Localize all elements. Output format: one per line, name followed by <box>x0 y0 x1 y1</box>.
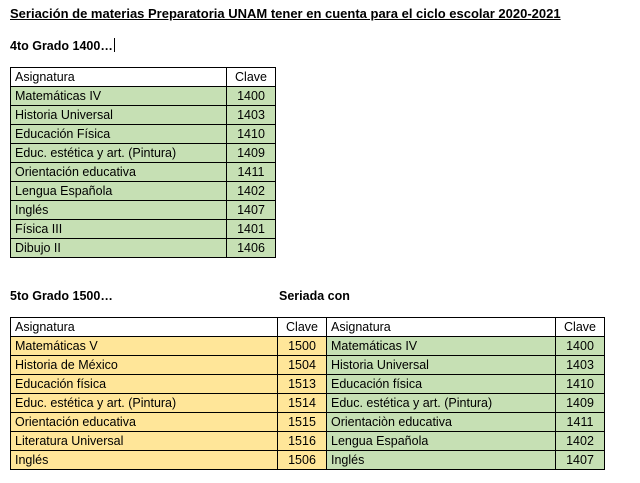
subject-cell: Inglés <box>11 451 278 470</box>
header-subject-prereq: Asignatura <box>327 318 556 337</box>
code-cell: 1403 <box>227 106 276 125</box>
table-row <box>11 239 276 258</box>
table-row <box>11 337 605 356</box>
table-row <box>11 413 605 432</box>
table-header-row <box>11 68 276 87</box>
subject-cell: Orientación educativa <box>11 413 278 432</box>
code-cell: 1409 <box>227 144 276 163</box>
code-cell: 1402 <box>227 182 276 201</box>
prereq-subject-cell: Lengua Española <box>327 432 556 451</box>
code-cell: 1400 <box>227 87 276 106</box>
code-cell: 1406 <box>227 239 276 258</box>
code-cell: 1514 <box>278 394 327 413</box>
subject-cell: Inglés <box>11 201 227 220</box>
table-row <box>11 163 276 182</box>
prereq-code-cell: 1402 <box>556 432 605 451</box>
subject-cell: Historia Universal <box>11 106 227 125</box>
code-cell: 1504 <box>278 356 327 375</box>
grade4-heading <box>10 38 115 53</box>
table-row <box>11 375 605 394</box>
subject-cell: Lengua Española <box>11 182 227 201</box>
code-cell: 1516 <box>278 432 327 451</box>
grade4-heading-text: 4to Grado 1400… <box>10 39 113 53</box>
subject-cell: Matemáticas IV <box>11 87 227 106</box>
header-subject: Asignatura <box>11 68 227 87</box>
prereq-subject-cell: Inglés <box>327 451 556 470</box>
code-cell: 1401 <box>227 220 276 239</box>
table-row <box>11 87 276 106</box>
prereq-code-cell: 1411 <box>556 413 605 432</box>
subject-cell: Educ. estética y art. (Pintura) <box>11 144 227 163</box>
table-row <box>11 144 276 163</box>
text-cursor <box>114 38 115 52</box>
code-cell: 1500 <box>278 337 327 356</box>
table-row <box>11 220 276 239</box>
subject-cell: Historia de México <box>11 356 278 375</box>
grade5-heading: 5to Grado 1500… <box>10 289 113 303</box>
code-cell: 1515 <box>278 413 327 432</box>
prereq-code-cell: 1409 <box>556 394 605 413</box>
seriada-heading: Seriada con <box>279 289 350 303</box>
prereq-subject-cell: Orientaciòn educativa <box>327 413 556 432</box>
prereq-subject-cell: Educación física <box>327 375 556 394</box>
prereq-subject-cell: Educ. estética y art. (Pintura) <box>327 394 556 413</box>
code-cell: 1506 <box>278 451 327 470</box>
table-row <box>11 394 605 413</box>
grade4-table <box>10 67 276 258</box>
table-row <box>11 125 276 144</box>
prereq-code-cell: 1410 <box>556 375 605 394</box>
header-code: Clave <box>227 68 276 87</box>
subject-cell: Física III <box>11 220 227 239</box>
subject-cell: Educación Física <box>11 125 227 144</box>
prereq-code-cell: 1407 <box>556 451 605 470</box>
prereq-subject-cell: Matemáticas IV <box>327 337 556 356</box>
prereq-code-cell: 1400 <box>556 337 605 356</box>
subject-cell: Educ. estética y art. (Pintura) <box>11 394 278 413</box>
header-code-prereq: Clave <box>556 318 605 337</box>
subject-cell: Orientación educativa <box>11 163 227 182</box>
subject-cell: Dibujo II <box>11 239 227 258</box>
document-title: Seriación de materias Preparatoria UNAM tener en cuenta para el ciclo escolar 2020-2021 <box>10 6 561 21</box>
table-row <box>11 201 276 220</box>
header-subject: Asignatura <box>11 318 278 337</box>
subject-cell: Matemáticas V <box>11 337 278 356</box>
table-header-row <box>11 318 605 337</box>
table-row <box>11 432 605 451</box>
prereq-code-cell: 1403 <box>556 356 605 375</box>
code-cell: 1410 <box>227 125 276 144</box>
header-code: Clave <box>278 318 327 337</box>
subject-cell: Literatura Universal <box>11 432 278 451</box>
code-cell: 1407 <box>227 201 276 220</box>
code-cell: 1411 <box>227 163 276 182</box>
prereq-subject-cell: Historia Universal <box>327 356 556 375</box>
table-row <box>11 182 276 201</box>
subject-cell: Educación física <box>11 375 278 394</box>
grade5-table <box>10 317 605 470</box>
code-cell: 1513 <box>278 375 327 394</box>
table-row <box>11 106 276 125</box>
table-row <box>11 356 605 375</box>
table-row <box>11 451 605 470</box>
